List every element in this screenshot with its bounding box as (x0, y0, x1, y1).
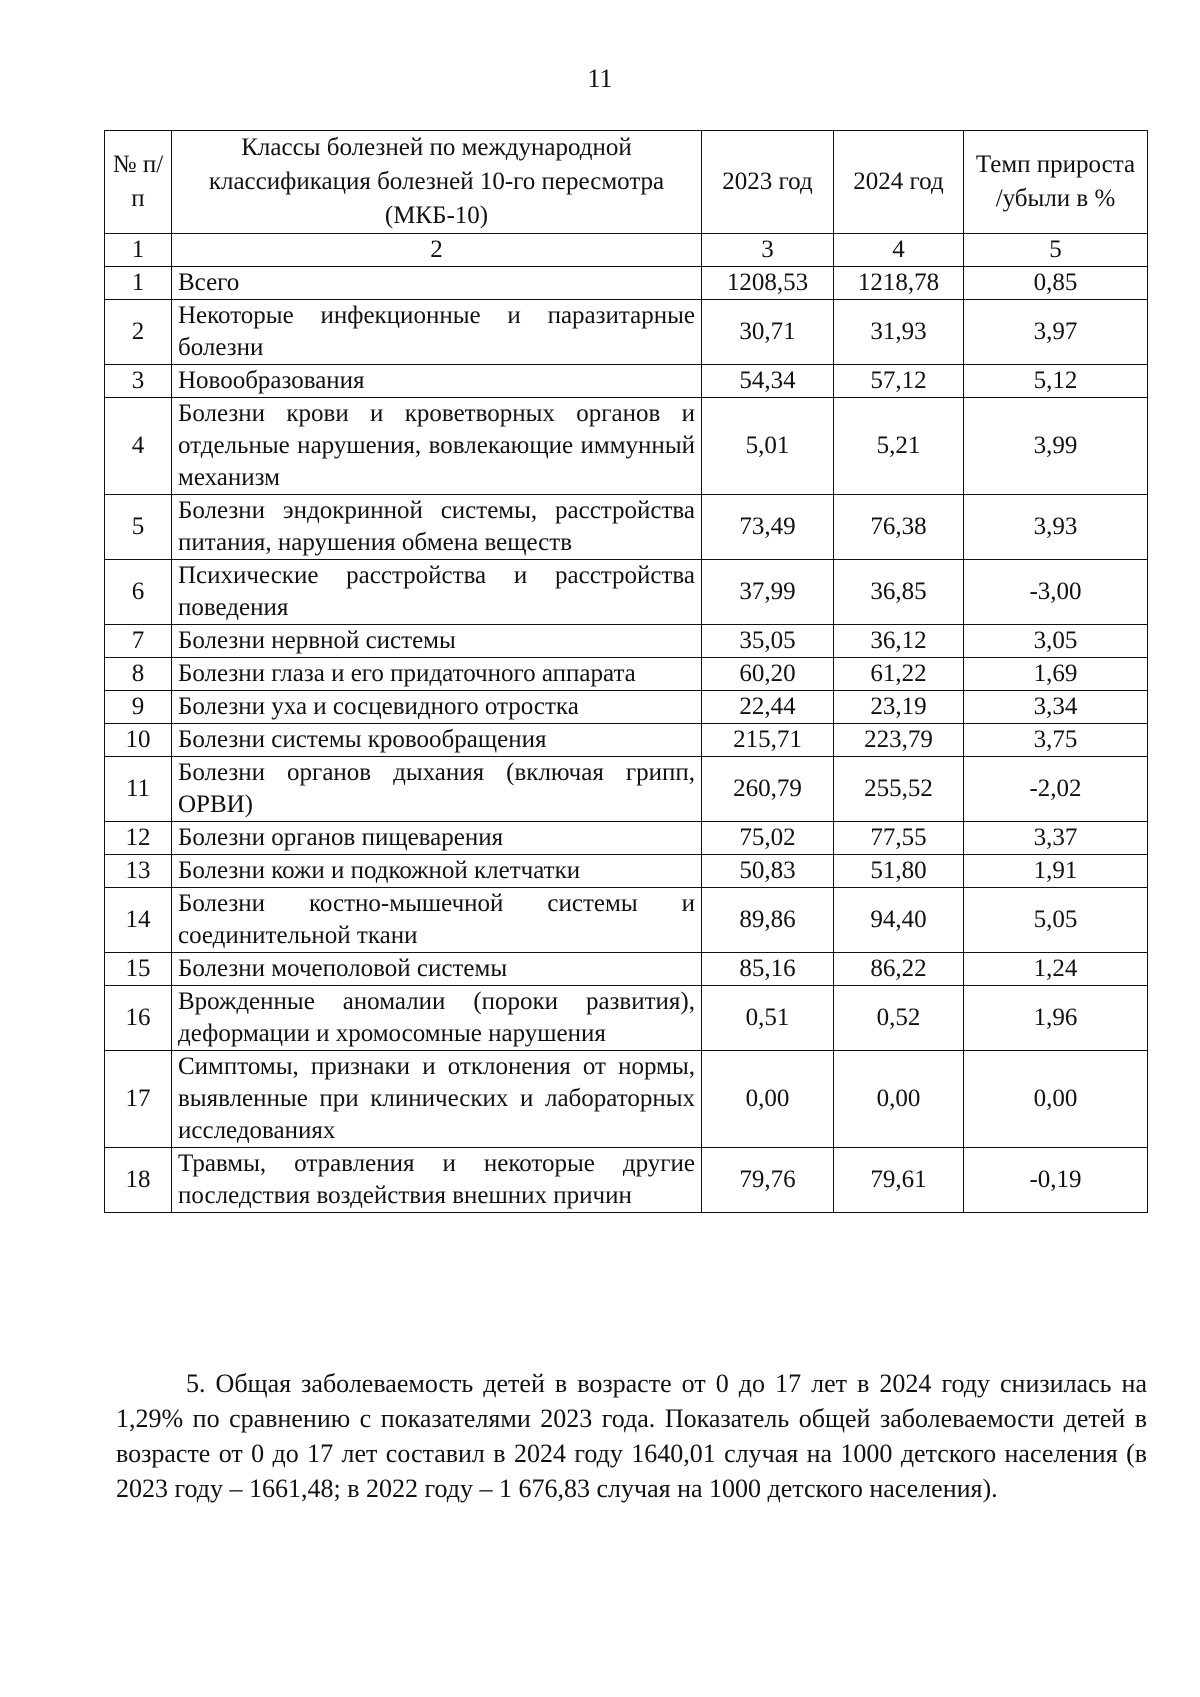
table-row (105, 724, 1148, 757)
table-row (105, 398, 1148, 495)
value-2023: 1208,53 (702, 267, 834, 300)
column-number-row (105, 234, 1148, 267)
value-2024: 94,40 (834, 888, 964, 953)
row-number: 16 (105, 986, 172, 1051)
disease-class: Всего (172, 267, 702, 300)
table-row (105, 1051, 1148, 1148)
summary-paragraph: 5. Общая заболеваемость детей в возрасте от 0 до 17 лет в 2024 году снизилась на 1,29% по сравнению с показателями 2023 года. Показатель общей заболеваемости детей в возрасте от 0 до 17 лет составил в 2024 году 1640,01 случая на 1000 детского населения (в 2023 году – 1661,48; в 2022 году – 1 676,83 случая на 1000 детского населения). (116, 1369, 1147, 1503)
disease-class: Болезни системы кровообращения (172, 724, 702, 757)
header-2024: 2024 год (834, 131, 964, 234)
growth-rate: 0,85 (964, 267, 1148, 300)
value-2024: 86,22 (834, 953, 964, 986)
row-number: 3 (105, 365, 172, 398)
value-2024: 0,52 (834, 986, 964, 1051)
row-number: 7 (105, 625, 172, 658)
table-row (105, 365, 1148, 398)
value-2024: 61,22 (834, 658, 964, 691)
value-2023: 5,01 (702, 398, 834, 495)
value-2024: 36,12 (834, 625, 964, 658)
disease-class: Травмы, отравления и некоторые другие последствия воздействия внешних причин (172, 1148, 702, 1213)
column-number: 5 (964, 234, 1148, 267)
value-2024: 31,93 (834, 300, 964, 365)
value-2023: 75,02 (702, 822, 834, 855)
growth-rate: 3,99 (964, 398, 1148, 495)
row-number: 1 (105, 267, 172, 300)
page-number: 11 (587, 64, 613, 93)
growth-rate: 1,24 (964, 953, 1148, 986)
header-num: № п/п (105, 131, 172, 234)
table-row (105, 1148, 1148, 1213)
value-2023: 22,44 (702, 691, 834, 724)
value-2024: 23,19 (834, 691, 964, 724)
growth-rate: 3,97 (964, 300, 1148, 365)
table-row (105, 300, 1148, 365)
value-2024: 76,38 (834, 495, 964, 560)
value-2023: 37,99 (702, 560, 834, 625)
disease-class: Симптомы, признаки и отклонения от нормы, выявленные при клинических и лабораторных исследованиях (172, 1051, 702, 1148)
value-2023: 0,00 (702, 1051, 834, 1148)
table-row (105, 953, 1148, 986)
value-2023: 260,79 (702, 757, 834, 822)
value-2024: 223,79 (834, 724, 964, 757)
disease-class: Болезни органов пищеварения (172, 822, 702, 855)
row-number: 17 (105, 1051, 172, 1148)
table-row (105, 691, 1148, 724)
table-row (105, 822, 1148, 855)
disease-class: Болезни мочеполовой системы (172, 953, 702, 986)
disease-class: Болезни крови и кроветворных органов и отдельные нарушения, вовлекающие иммунный механизм (172, 398, 702, 495)
value-2023: 85,16 (702, 953, 834, 986)
growth-rate: 1,91 (964, 855, 1148, 888)
growth-rate: -0,19 (964, 1148, 1148, 1213)
growth-rate: 1,69 (964, 658, 1148, 691)
row-number: 5 (105, 495, 172, 560)
value-2023: 73,49 (702, 495, 834, 560)
row-number: 4 (105, 398, 172, 495)
growth-rate: 1,96 (964, 986, 1148, 1051)
disease-class: Некоторые инфекционные и паразитарные болезни (172, 300, 702, 365)
header-class: Классы болезней по международной классификация болезней 10-го пересмотра (МКБ-10) (172, 131, 702, 234)
table-row (105, 658, 1148, 691)
column-number: 1 (105, 234, 172, 267)
disease-class: Новообразования (172, 365, 702, 398)
growth-rate: 3,05 (964, 625, 1148, 658)
growth-rate: -3,00 (964, 560, 1148, 625)
row-number: 13 (105, 855, 172, 888)
growth-rate: 3,93 (964, 495, 1148, 560)
growth-rate: 5,12 (964, 365, 1148, 398)
row-number: 6 (105, 560, 172, 625)
column-number: 4 (834, 234, 964, 267)
value-2024: 36,85 (834, 560, 964, 625)
value-2024: 1218,78 (834, 267, 964, 300)
value-2023: 54,34 (702, 365, 834, 398)
value-2024: 77,55 (834, 822, 964, 855)
table-row (105, 855, 1148, 888)
row-number: 12 (105, 822, 172, 855)
row-number: 11 (105, 757, 172, 822)
value-2024: 255,52 (834, 757, 964, 822)
header-row (105, 131, 1148, 234)
growth-rate: 3,34 (964, 691, 1148, 724)
row-number: 15 (105, 953, 172, 986)
value-2024: 5,21 (834, 398, 964, 495)
table-row (105, 495, 1148, 560)
disease-class: Психические расстройства и расстройства поведения (172, 560, 702, 625)
disease-class: Болезни глаза и его придаточного аппарата (172, 658, 702, 691)
row-number: 9 (105, 691, 172, 724)
value-2023: 50,83 (702, 855, 834, 888)
value-2023: 89,86 (702, 888, 834, 953)
table-row (105, 888, 1148, 953)
disease-table (104, 130, 1148, 1213)
growth-rate: 3,75 (964, 724, 1148, 757)
table-row (105, 757, 1148, 822)
column-number: 2 (172, 234, 702, 267)
column-number: 3 (702, 234, 834, 267)
disease-class: Болезни костно-мышечной системы и соединительной ткани (172, 888, 702, 953)
disease-class: Болезни кожи и подкожной клетчатки (172, 855, 702, 888)
disease-class: Болезни нервной системы (172, 625, 702, 658)
value-2023: 30,71 (702, 300, 834, 365)
value-2023: 79,76 (702, 1148, 834, 1213)
table-row (105, 560, 1148, 625)
value-2023: 35,05 (702, 625, 834, 658)
disease-class: Болезни уха и сосцевидного отростка (172, 691, 702, 724)
disease-class: Болезни эндокринной системы, расстройства питания, нарушения обмена веществ (172, 495, 702, 560)
value-2023: 0,51 (702, 986, 834, 1051)
row-number: 18 (105, 1148, 172, 1213)
header-2023: 2023 год (702, 131, 834, 234)
value-2024: 57,12 (834, 365, 964, 398)
value-2024: 0,00 (834, 1051, 964, 1148)
value-2023: 60,20 (702, 658, 834, 691)
table-row (105, 267, 1148, 300)
growth-rate: 5,05 (964, 888, 1148, 953)
value-2024: 79,61 (834, 1148, 964, 1213)
value-2023: 215,71 (702, 724, 834, 757)
disease-class: Болезни органов дыхания (включая грипп, ОРВИ) (172, 757, 702, 822)
growth-rate: 3,37 (964, 822, 1148, 855)
growth-rate: -2,02 (964, 757, 1148, 822)
row-number: 10 (105, 724, 172, 757)
value-2024: 51,80 (834, 855, 964, 888)
table-row (105, 625, 1148, 658)
row-number: 8 (105, 658, 172, 691)
growth-rate: 0,00 (964, 1051, 1148, 1148)
disease-class: Врожденные аномалии (пороки развития), деформации и хромосомные нарушения (172, 986, 702, 1051)
row-number: 2 (105, 300, 172, 365)
table-row (105, 986, 1148, 1051)
row-number: 14 (105, 888, 172, 953)
header-rate: Темп прироста /убыли в % (964, 131, 1148, 234)
